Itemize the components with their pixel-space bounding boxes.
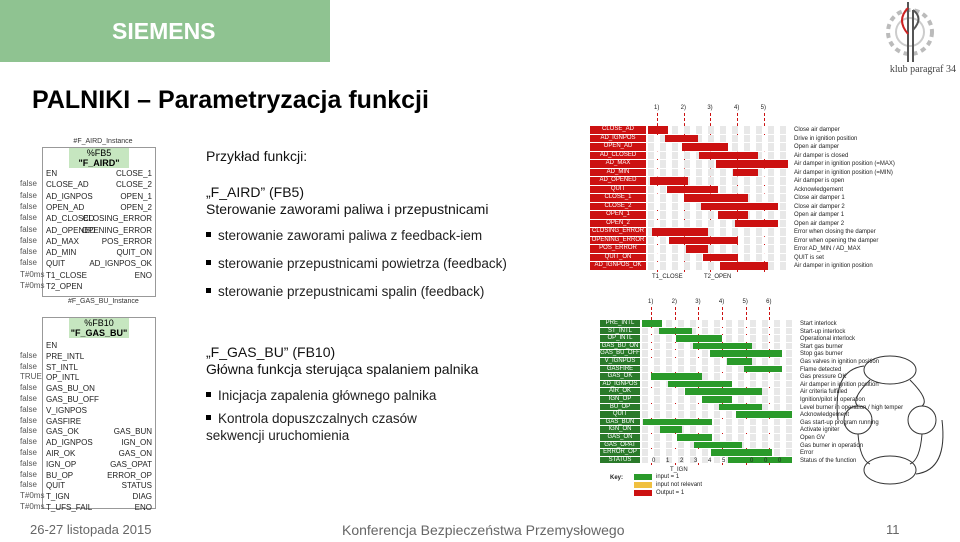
signal-label: ERROR_OP (600, 449, 640, 456)
signal-track (642, 320, 792, 327)
fb10-values (20, 341, 45, 511)
signal-description: Open GV (800, 435, 826, 441)
signal-active (735, 220, 778, 228)
signal-active (699, 152, 758, 160)
signal-active (659, 328, 692, 335)
fb5-output-pin: OPEN_1 (120, 191, 152, 201)
fb5-output-pin: QUIT_ON (116, 248, 152, 258)
signal-description: Gas pressure OK (800, 374, 847, 381)
legend-entry: input not relevant (656, 482, 703, 489)
fb5-subheading: Sterowanie zaworami paliwa i przepustnicami (206, 201, 489, 217)
signal-label: AIR_OK (600, 388, 640, 395)
klub-paragraf-logo (850, 0, 960, 80)
signal-active (668, 381, 732, 388)
fb10-input-value: false (20, 448, 37, 457)
fb10-input-value: false (20, 361, 37, 371)
fb5-input-value: false (20, 235, 37, 245)
signal-description: Air criteria fulfilled (800, 389, 848, 396)
fb10-input-pin: V_IGNPOS (46, 405, 87, 415)
signal-active (686, 245, 708, 253)
time-label: T_IGN (670, 467, 688, 474)
example-label: Przykład funkcji: (206, 148, 308, 164)
fb10-input-pin: IGN_OP (46, 459, 77, 469)
signal-active (716, 160, 788, 168)
fb5-input-pin: AD_MAX (46, 236, 79, 246)
fb5-input-value: false (20, 224, 37, 234)
fb5-output-pin: CLOSE_2 (115, 180, 152, 190)
fb5-output-pin: OPEN_2 (120, 202, 152, 212)
signal-description: QUIT is set (794, 254, 824, 261)
signal-track (648, 169, 788, 177)
fb5-input-pin: T2_OPEN (46, 282, 83, 291)
fb10-input-pin: T_UFS_FAIL (46, 503, 93, 512)
fb5-heading: „F_AIRD” (FB5) (206, 184, 304, 200)
fb5-input-pin: EN (46, 169, 58, 178)
signal-track (648, 245, 788, 253)
signal-label: GAS_BU_ON (601, 342, 639, 349)
timing-marker: 6) (766, 299, 772, 305)
fb10-input-pin: EN (46, 341, 58, 350)
fb5-input-pin: OPEN_AD (46, 202, 85, 212)
signal-description: Air damper in ignition position (=MAX) (794, 161, 895, 167)
fb10-subheading: Główna funkcja sterująca spalaniem palnika (206, 361, 479, 377)
signal-track (642, 434, 792, 441)
signal-description: Error (800, 450, 814, 457)
signal-active (684, 194, 748, 202)
signal-description: Air damper in ignition position (800, 381, 879, 388)
signal-label: STATUS (600, 457, 640, 464)
signal-description: Error when closing the damper (794, 229, 876, 235)
fb5-pins (46, 170, 152, 295)
signal-label: GAS_BU_OFF (600, 350, 640, 357)
fb5-instance: #F_AIRD_Instance (73, 138, 133, 145)
signal-description: Air damper in ignition position (794, 263, 873, 269)
fb5-block (20, 138, 160, 298)
signal-label: OPEN_1 (590, 211, 646, 219)
signal-label: AD_OPENED (590, 177, 646, 185)
timing-marker: 2) (680, 105, 686, 111)
signal-label: V_IGNPOS (600, 358, 640, 365)
fb5-bullet-2: sterowanie przepustnicami powietrza (feedback) (206, 256, 507, 271)
fb10-input-pin: GAS_OK (46, 427, 79, 437)
fb5-input-value: false (20, 213, 37, 223)
fb5-output-pin: POS_ERROR (101, 236, 152, 246)
fb5-input-pin: AD_CLOSED (46, 214, 95, 224)
fb10-input-value: T#0ms (20, 491, 45, 501)
signal-active (676, 335, 722, 342)
status-value: 0 (750, 457, 754, 464)
signal-label: GASFIRE (600, 366, 640, 373)
signal-label: OPENING_ERROR (591, 236, 645, 243)
fb10-output-pin: ERROR_OP (107, 470, 152, 480)
status-value: 0 (778, 457, 782, 464)
fb5-bullet-1: sterowanie zaworami paliwa z feedback-iem (206, 228, 482, 243)
timing-marker: 1) (648, 299, 654, 305)
fb10-input-pin: QUIT (46, 481, 66, 491)
fb10-output-pin: DIAG (132, 492, 152, 502)
status-value: 3 (694, 457, 698, 464)
fb10-output-pin: ENO (134, 503, 152, 512)
state-diagram-thumbnail (830, 340, 950, 500)
signal-label: PRE_INTL (600, 320, 640, 327)
fb5-box (42, 147, 156, 297)
fb5-input-value: T#0ms (20, 281, 45, 290)
siemens-logo-text: SIEMENS (112, 18, 216, 44)
signal-active (642, 320, 662, 327)
signal-active (720, 262, 768, 270)
signal-active (665, 135, 698, 143)
timing-marker: 4) (718, 299, 725, 305)
fb10-input-value: false (20, 415, 37, 425)
fb10-type: %FB10 (69, 318, 129, 328)
status-value: 0 (764, 457, 768, 464)
fb5-input-pin: AD_IGNPOS (46, 191, 93, 201)
timing-diagram-air-damper (590, 104, 895, 282)
fb10-input-value: false (20, 437, 37, 447)
signal-description: Flame detected (800, 366, 842, 373)
timing-marker: 2) (671, 299, 677, 305)
fb5-type: %FB5 (69, 148, 129, 158)
signal-active (718, 211, 748, 219)
fb10-input-pin: GAS_BU_ON (46, 384, 95, 394)
signal-label: GAS_OPAT (600, 442, 640, 449)
signal-label: OPEN_2 (590, 220, 646, 228)
signal-description: Air damper is open (794, 178, 845, 184)
signal-description: Acknowledgement (800, 412, 850, 419)
signal-active (652, 228, 708, 236)
legend-swatch (634, 490, 652, 496)
signal-active (711, 449, 772, 456)
signal-description: Status of the function (800, 457, 857, 464)
signal-label: CLOSING_ERROR (591, 228, 644, 234)
fb10-heading: „F_GAS_BU” (FB10) (206, 344, 336, 360)
fb5-output-pin: AD_IGNPOS_OK (89, 259, 152, 269)
fb5-input-value: false (20, 201, 37, 211)
signal-description: Start gas burner (800, 343, 844, 350)
fb5-input-value: false (20, 258, 37, 268)
signal-label: GAS_OK (600, 373, 640, 380)
status-value: 5 (722, 457, 726, 464)
fb10-output-pin: IGN_ON (121, 438, 152, 448)
signal-description: Open air damper 2 (794, 220, 845, 227)
signal-label: AD_CLOSED (590, 152, 646, 160)
status-value: 1 (666, 457, 670, 464)
signal-label: AD_IGNPOS_OK (590, 262, 646, 270)
fb5-output-pin: ENO (134, 270, 152, 280)
status-value: 4 (708, 457, 712, 464)
signal-active (677, 434, 712, 441)
signal-label: CLOSE_AD (590, 126, 646, 134)
signal-description: Drive in ignition position (794, 135, 858, 142)
timing-marker: 3) (707, 105, 713, 111)
signal-track (648, 126, 788, 134)
signal-active (703, 254, 738, 262)
fb5-output-pin: CLOSE_1 (115, 169, 152, 178)
legend-swatch (634, 482, 652, 488)
signal-description: Start-up interlock (800, 328, 846, 335)
signal-description: Close air damper (794, 127, 840, 133)
signal-active (685, 388, 762, 395)
fb10-name: "F_GAS_BU" (70, 328, 128, 338)
fb10-input-value: false (20, 394, 37, 403)
fb10-input-value: false (20, 469, 37, 479)
fb5-input-pin: T1_CLOSE (46, 270, 87, 280)
signal-active (682, 143, 728, 151)
time-label: T1_CLOSE (652, 273, 683, 280)
signal-active (648, 126, 668, 134)
signal-description: Ignition/pilot in operation (800, 397, 866, 403)
fb10-input-pin: OP_INTL (46, 373, 80, 383)
signal-label: GAS_BUN (600, 419, 640, 426)
fb10-output-pin: GAS_ON (118, 449, 152, 458)
fb5-input-value: T#0ms (20, 269, 45, 279)
fb10-pins (46, 341, 152, 512)
signal-description: Gas burner in operation (800, 442, 864, 449)
fb10-input-pin: AD_IGNPOS (46, 438, 93, 448)
fb10-box (42, 317, 156, 512)
signal-active (650, 177, 688, 185)
timing-marker: 3) (695, 299, 701, 305)
fb10-input-pin: GAS_BU_OFF (46, 395, 99, 404)
signal-description: Close air damper 2 (794, 203, 845, 210)
timing-marker: 5) (760, 105, 766, 111)
signal-active (719, 404, 762, 411)
signal-label: OPEN_AD (590, 143, 646, 151)
logo-caption: klub paragraf 34 (889, 64, 956, 75)
signal-label: QUIT_ON (590, 254, 646, 262)
signal-description: Gas valves in ignition position (800, 359, 880, 365)
fb10-bullet-2: Kontrola dopuszczalnych czasów sekwencji uruchomienia (206, 410, 456, 444)
signal-label: IGN_OP (600, 396, 640, 403)
footer-date: 26-27 listopada 2015 (30, 522, 152, 537)
fb10-input-pin: ST_INTL (46, 362, 79, 372)
signal-description: Stop gas burner (800, 351, 843, 358)
legend-swatch (634, 474, 652, 480)
signal-description: Open air damper 1 (794, 212, 845, 218)
fb10-input-value: false (20, 383, 37, 393)
fb10-input-pin: PRE_INTL (46, 351, 85, 361)
signal-track (642, 358, 792, 365)
signal-active (693, 343, 752, 350)
signal-active (733, 169, 758, 177)
fb10-input-value: TRUE (20, 372, 42, 382)
timing-marker: 1) (654, 105, 660, 111)
legend-entry: Output = 1 (656, 490, 685, 497)
page-title: PALNIKI – Parametryzacja funkcji (32, 86, 429, 114)
signal-label: ST_INTL (600, 328, 640, 335)
signal-label: CLOSE_1 (590, 194, 646, 202)
fb10-input-pin: AIR_OK (46, 449, 76, 458)
fb10-input-pin: T_IGN (46, 492, 70, 502)
signal-active (669, 237, 738, 245)
signal-label: QUIT (600, 411, 640, 418)
signal-active (660, 426, 682, 433)
fb10-input-value: false (20, 480, 37, 490)
signal-description: Operational interlock (800, 336, 856, 343)
signal-description: Open air damper (794, 144, 840, 150)
signal-track (642, 404, 792, 411)
signal-active (667, 186, 718, 194)
status-value: 0 (652, 457, 656, 464)
signal-label: GAS_ON (600, 434, 640, 441)
signal-label: BU_OP (600, 404, 640, 411)
fb10-input-value: false (20, 404, 37, 414)
fb10-input-value: false (20, 350, 37, 360)
signal-active (643, 419, 712, 426)
signal-active (701, 203, 778, 211)
signal-description: Error AD_MIN / AD_MAX (794, 246, 861, 252)
footer-conference: Konferencja Bezpieczeństwa Przemysłowego (342, 522, 625, 538)
signal-label: AD_MIN (590, 169, 646, 177)
signal-description: Gas start-up program running (800, 419, 879, 426)
fb10-output-pin: GAS_OPAT (110, 459, 152, 469)
signal-active (727, 358, 752, 365)
siemens-brand-bar (0, 0, 330, 62)
signal-label: QUIT (590, 186, 646, 194)
fb10-instance: #F_GAS_BU_Instance (68, 298, 139, 305)
fb5-input-value: false (20, 247, 37, 257)
fb10-input-value: false (20, 458, 37, 468)
signal-active (710, 350, 782, 357)
fb10-input-value: T#0ms (20, 502, 45, 511)
page-number: 11 (886, 522, 900, 537)
signal-description: Acknowledgement (794, 186, 844, 193)
signal-description: Air damper in ignition position (=MIN) (794, 169, 893, 176)
signal-label: AD_IGNPOS (600, 381, 640, 388)
fb10-output-pin: GAS_BUN (113, 427, 152, 437)
signal-active (728, 457, 792, 464)
legend-entry: input = 1 (656, 474, 680, 481)
timing-marker: 4) (734, 105, 740, 111)
signal-label: POS_ERROR (590, 245, 646, 253)
signal-active (744, 366, 782, 373)
legend-label: Key: (610, 475, 624, 482)
fb10-bullet-1: Inicjacja zapalenia głównego palnika (206, 388, 436, 403)
fb5-name: "F_AIRD" (69, 158, 129, 168)
fb5-input-pin: AD_OPENED (46, 225, 96, 235)
fb5-output-pin: CLOSING_ERROR (82, 214, 152, 224)
signal-label: CLOSE_2 (590, 203, 646, 211)
signal-label: AD_MAX (590, 160, 646, 168)
fb5-bullet-3: sterowanie przepustnicami spalin (feedback) (206, 284, 484, 299)
signal-active (702, 396, 732, 403)
signal-description: Air damper is closed (794, 152, 849, 159)
signal-label: IGN_ON (600, 426, 640, 433)
fb5-values (20, 169, 45, 294)
fb10-input-value: false (20, 426, 37, 436)
status-value: 2 (680, 457, 684, 464)
time-label: T2_OPEN (704, 273, 732, 280)
signal-active (736, 411, 792, 418)
signal-label: AD_IGNPOS (590, 135, 646, 143)
fb5-input-pin: AD_MIN (46, 248, 77, 258)
fb10-block (20, 298, 170, 510)
signal-active (651, 373, 702, 380)
signal-description: Activate igniter (800, 427, 840, 434)
fb10-input-pin: BU_OP (46, 470, 74, 480)
fb10-input-pin: GASFIRE (46, 416, 82, 426)
fb5-input-pin: QUIT (46, 259, 66, 269)
signal-description: Level burner in operation / high temper (800, 404, 904, 411)
signal-active (694, 442, 742, 449)
signal-description: Start interlock (800, 321, 837, 327)
fb5-output-pin: OPENING_ERROR (81, 225, 152, 235)
signal-label: OP_INTL (600, 335, 640, 342)
fb5-input-value: false (20, 190, 37, 200)
signal-description: Close air damper 1 (794, 195, 845, 201)
signal-description: Error when opening the damper (794, 237, 879, 244)
fb5-input-pin: CLOSE_AD (46, 180, 89, 190)
timing-marker: 5) (742, 299, 748, 305)
fb5-input-value: false (20, 179, 37, 189)
fb10-output-pin: STATUS (121, 481, 152, 491)
